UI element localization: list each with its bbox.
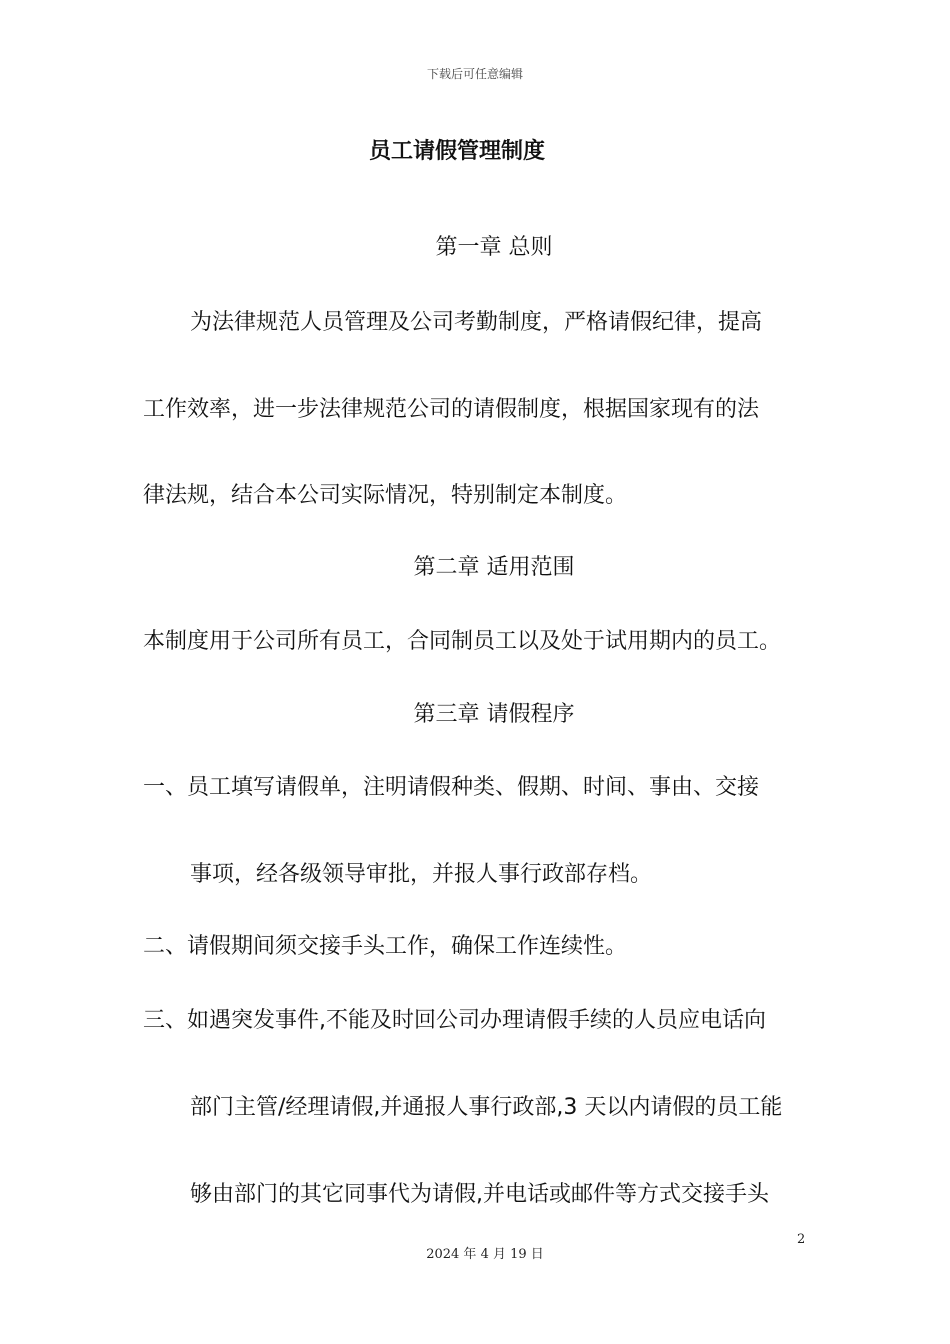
page-number: 2 bbox=[797, 1232, 806, 1247]
procedure-item-3-line-3: 够由部门的其它同事代为请假,并电话或邮件等方式交接手头 bbox=[190, 1182, 769, 1207]
procedure-item-2-line-1: 二、请假期间须交接手头工作，确保工作连续性。 bbox=[143, 934, 628, 959]
chapter-2-line-1: 本制度用于公司所有员工，合同制员工以及处于试用期内的员工。 bbox=[143, 629, 782, 654]
header-note: 下载后可任意编辑 bbox=[426, 67, 523, 81]
procedure-item-1-line-2: 事项，经各级领导审批，并报人事行政部存档。 bbox=[190, 862, 653, 887]
chapter-1-line-2: 工作效率，进一步法律规范公司的请假制度，根据国家现有的法 bbox=[143, 397, 760, 422]
chapter-1-line-1: 为法律规范人员管理及公司考勤制度，严格请假纪律，提高 bbox=[190, 310, 763, 335]
chapter-1-line-3: 律法规，结合本公司实际情况，特别制定本制度。 bbox=[143, 483, 628, 508]
chapter-3-heading: 第三章 请假程序 bbox=[413, 702, 575, 727]
chapter-2-heading: 第二章 适用范围 bbox=[413, 555, 575, 580]
document-title: 员工请假管理制度 bbox=[368, 139, 545, 164]
procedure-item-3-line-1: 三、如遇突发事件,不能及时回公司办理请假手续的人员应电话向 bbox=[143, 1008, 766, 1033]
footer-date: 2024 年 4 月 19 日 bbox=[426, 1247, 544, 1262]
chapter-1-heading: 第一章 总则 bbox=[435, 235, 553, 260]
procedure-item-1-line-1: 一、员工填写请假单，注明请假种类、假期、时间、事由、交接 bbox=[143, 775, 760, 800]
procedure-item-3-line-2: 部门主管/经理请假,并通报人事行政部,3 天以内请假的员工能 bbox=[190, 1095, 783, 1120]
